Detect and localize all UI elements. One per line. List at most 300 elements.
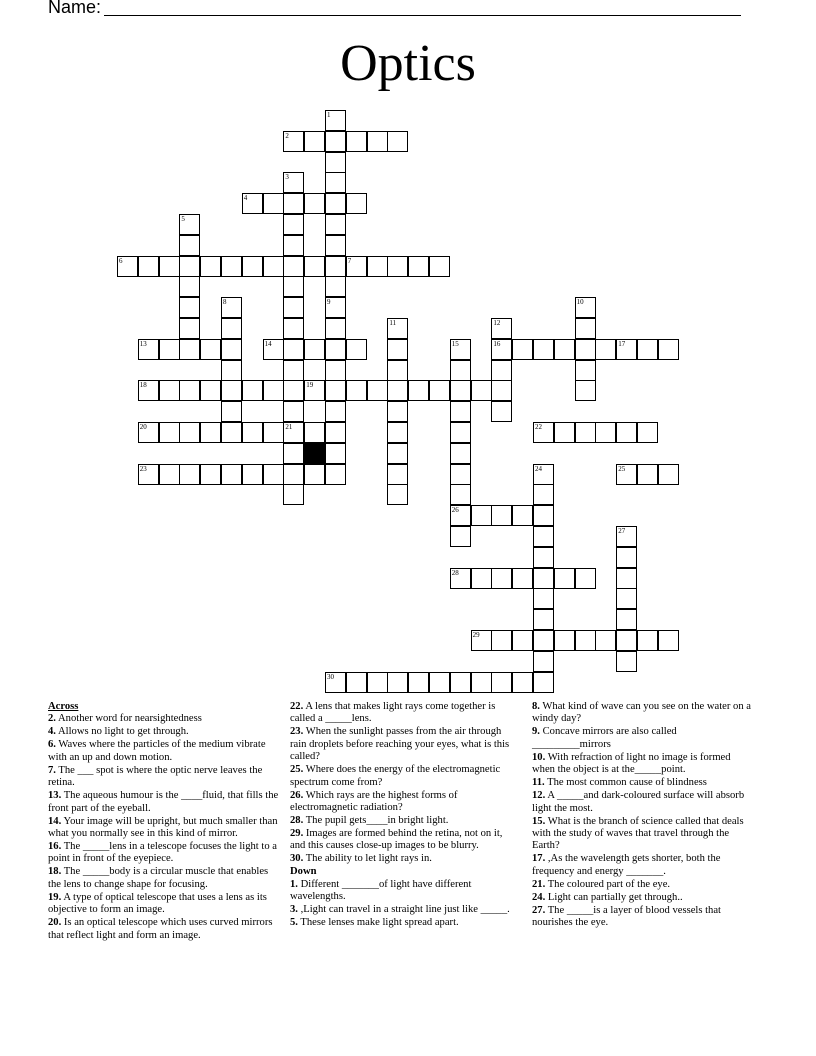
grid-cell[interactable] — [387, 131, 408, 152]
grid-cell[interactable] — [221, 464, 242, 485]
grid-cell[interactable] — [387, 464, 408, 485]
clues-column-2 — [290, 701, 515, 930]
grid-cell[interactable] — [325, 152, 346, 173]
cell-number: 17 — [618, 339, 626, 348]
grid-cell[interactable] — [658, 464, 679, 485]
grid-cell[interactable] — [533, 630, 554, 651]
clue-number: 18. — [48, 866, 62, 878]
grid-cell[interactable] — [283, 464, 304, 485]
clue-19 — [48, 892, 280, 917]
grid-cell[interactable] — [325, 297, 346, 318]
grid-cell[interactable] — [159, 380, 180, 401]
grid-cell[interactable] — [221, 422, 242, 443]
grid-cell[interactable] — [533, 484, 554, 505]
grid-cell[interactable] — [325, 464, 346, 485]
clue-number: 19. — [48, 891, 62, 903]
clue-number: 4. — [48, 726, 56, 738]
grid-cell[interactable] — [283, 401, 304, 422]
clue-number: 2. — [48, 713, 56, 725]
grid-cell[interactable] — [221, 318, 242, 339]
cell-number: 16 — [493, 339, 501, 348]
clue-text: Is an optical telescope which uses curved mirrors that reflect light and form an image. — [48, 917, 273, 941]
grid-cell[interactable] — [283, 172, 304, 193]
grid-cell[interactable] — [179, 380, 200, 401]
grid-cell[interactable] — [616, 422, 637, 443]
grid-cell[interactable] — [471, 505, 492, 526]
clue-21 — [532, 879, 754, 891]
name-label: Name: — [48, 0, 102, 17]
cell-number: 25 — [618, 464, 626, 473]
grid-cell[interactable] — [491, 505, 512, 526]
clue-number: 9. — [532, 726, 540, 738]
clue-text: The _____is a layer of blood vessels that nourishes the eye. — [532, 904, 721, 929]
grid-cell[interactable] — [408, 380, 429, 401]
grid-cell[interactable] — [346, 256, 367, 277]
clue-number: 10. — [532, 751, 546, 763]
grid-cell[interactable] — [387, 401, 408, 422]
grid-cell[interactable] — [616, 547, 637, 568]
grid-cell[interactable] — [346, 380, 367, 401]
grid-cell[interactable] — [616, 339, 637, 360]
grid-cell[interactable] — [325, 318, 346, 339]
grid-cell[interactable] — [179, 256, 200, 277]
grid-cell[interactable] — [325, 193, 346, 214]
grid-cell[interactable] — [179, 214, 200, 235]
grid-cell[interactable] — [512, 505, 533, 526]
clue-5 — [290, 917, 515, 929]
grid-cell[interactable] — [491, 318, 512, 339]
clue-4 — [48, 726, 280, 738]
grid-cell[interactable] — [283, 339, 304, 360]
grid-cell[interactable] — [575, 422, 596, 443]
grid-cell[interactable] — [346, 339, 367, 360]
clue-text: Another word for nearsightedness — [55, 713, 202, 725]
grid-cell[interactable] — [325, 235, 346, 256]
grid-cell[interactable] — [304, 422, 325, 443]
clue-2 — [48, 713, 280, 725]
grid-cell[interactable] — [616, 651, 637, 672]
clue-number: 23. — [290, 726, 304, 738]
grid-cell[interactable] — [283, 256, 304, 277]
clue-11 — [532, 777, 754, 789]
grid-cell[interactable] — [637, 630, 658, 651]
grid-cell[interactable] — [408, 256, 429, 277]
grid-cell[interactable] — [429, 380, 450, 401]
grid-cell[interactable] — [367, 380, 388, 401]
grid-cell[interactable] — [512, 630, 533, 651]
grid-cell[interactable] — [616, 609, 637, 630]
grid-cell[interactable] — [491, 568, 512, 589]
grid-cell[interactable] — [450, 672, 471, 693]
grid-cell[interactable] — [346, 193, 367, 214]
clue-number: 29. — [290, 828, 304, 840]
clue-text: A type of optical telescope that uses a lens as its objective to form an image. — [48, 891, 267, 916]
grid-cell[interactable] — [637, 422, 658, 443]
grid-cell[interactable] — [533, 526, 554, 547]
grid-cell[interactable] — [387, 339, 408, 360]
grid-cell[interactable] — [325, 422, 346, 443]
grid-cell[interactable] — [408, 672, 429, 693]
clue-6 — [48, 739, 280, 764]
grid-cell[interactable] — [387, 672, 408, 693]
cell-number: 2 — [285, 131, 289, 140]
across-heading: Across — [48, 701, 79, 712]
clue-text: Your image will be upright, but much smaller than what you normally see in this kind of mirror. — [48, 815, 278, 840]
clue-text: A lens that makes light rays come together is called a _____lens. — [290, 701, 496, 725]
grid-cell[interactable] — [200, 256, 221, 277]
grid-cell[interactable] — [159, 464, 180, 485]
grid-cell[interactable] — [242, 464, 263, 485]
clue-number: 15. — [532, 815, 546, 827]
grid-cell[interactable] — [595, 339, 616, 360]
clue-text: ,As the wavelength gets shorter, both the frequency and energy _______. — [532, 853, 721, 877]
grid-cell[interactable] — [221, 297, 242, 318]
grid-cell[interactable] — [283, 443, 304, 464]
grid-cell[interactable] — [637, 339, 658, 360]
cell-number: 1 — [327, 111, 331, 119]
cell-number: 10 — [576, 298, 584, 307]
grid-cell[interactable] — [616, 588, 637, 609]
grid-cell[interactable] — [325, 256, 346, 277]
grid-cell[interactable] — [263, 380, 284, 401]
cell-number: 9 — [327, 298, 331, 307]
clue-text: Different _______of light have different wavelengths. — [290, 878, 472, 903]
cell-number: 30 — [327, 672, 334, 681]
clue-number: 28. — [290, 815, 304, 827]
clue-18 — [48, 866, 280, 891]
clue-number: 5. — [290, 917, 298, 929]
cell-number: 14 — [264, 339, 272, 348]
cell-number: 27 — [618, 527, 626, 535]
grid-cell[interactable] — [283, 276, 304, 297]
grid-cell[interactable] — [263, 422, 284, 443]
grid-cell[interactable] — [200, 339, 221, 360]
down-heading: Down — [290, 866, 317, 878]
grid-cell[interactable] — [533, 609, 554, 630]
grid-cell[interactable] — [325, 276, 346, 297]
clue-3 — [290, 904, 515, 916]
grid-cell[interactable] — [450, 339, 471, 360]
clue-number: 7. — [48, 764, 56, 776]
grid-cell[interactable] — [325, 672, 346, 693]
grid-cell[interactable] — [658, 339, 679, 360]
grid-cell[interactable] — [242, 256, 263, 277]
clue-text: The pupil gets____in bright light. — [303, 815, 449, 827]
clues-column-3 — [532, 701, 754, 930]
clue-24 — [532, 892, 754, 904]
grid-cell[interactable] — [575, 630, 596, 651]
grid-cell[interactable] — [512, 672, 533, 693]
grid-cell[interactable] — [450, 484, 471, 505]
cell-number: 3 — [285, 173, 289, 182]
grid-cell[interactable] — [575, 297, 596, 318]
grid-cell[interactable] — [595, 630, 616, 651]
grid-cell[interactable] — [616, 464, 637, 485]
clue-12 — [532, 790, 754, 815]
clue-30 — [290, 853, 515, 865]
grid-cell[interactable] — [242, 380, 263, 401]
clue-text: The aqueous humour is the ____fluid, that fills the front part of the eyeball. — [48, 790, 279, 814]
black-square — [304, 443, 325, 464]
grid-cell[interactable] — [138, 339, 159, 360]
grid-cell[interactable] — [658, 630, 679, 651]
clue-text: These lenses make light spread apart. — [297, 917, 459, 929]
cell-number: 20 — [139, 423, 147, 431]
cell-number: 12 — [493, 319, 501, 327]
clue-number: 20. — [48, 917, 62, 929]
clue-text: A _____and dark-coloured surface will absorb light the most. — [532, 790, 745, 814]
grid-cell[interactable] — [575, 380, 596, 401]
grid-cell[interactable] — [429, 256, 450, 277]
clue-7 — [48, 765, 280, 790]
grid-cell[interactable] — [283, 193, 304, 214]
clue-number: 16. — [48, 841, 62, 853]
grid-cell[interactable] — [221, 401, 242, 422]
grid-cell[interactable] — [450, 422, 471, 443]
grid-cell[interactable] — [346, 672, 367, 693]
clue-number: 30. — [290, 853, 304, 865]
grid-cell[interactable] — [429, 672, 450, 693]
grid-cell[interactable] — [283, 484, 304, 505]
grid-cell[interactable] — [616, 526, 637, 547]
cell-number: 19 — [306, 381, 314, 390]
grid-cell[interactable] — [575, 568, 596, 589]
grid-cell[interactable] — [138, 422, 159, 443]
grid-cell[interactable] — [533, 505, 554, 526]
clue-number: 24. — [532, 891, 546, 903]
grid-cell[interactable] — [283, 131, 304, 152]
grid-cell[interactable] — [450, 380, 471, 401]
grid-cell[interactable] — [387, 422, 408, 443]
clue-number: 6. — [48, 739, 56, 751]
grid-cell[interactable] — [554, 568, 575, 589]
cell-number: 22 — [535, 423, 542, 431]
grid-cell[interactable] — [346, 131, 367, 152]
grid-cell[interactable] — [450, 464, 471, 485]
grid-cell[interactable] — [387, 443, 408, 464]
page-title: Optics — [340, 35, 476, 92]
grid-cell[interactable] — [367, 256, 388, 277]
grid-cell[interactable] — [283, 235, 304, 256]
grid-cell[interactable] — [616, 568, 637, 589]
grid-cell[interactable] — [304, 464, 325, 485]
grid-cell[interactable] — [491, 401, 512, 422]
grid-cell[interactable] — [159, 339, 180, 360]
grid-cell[interactable] — [200, 464, 221, 485]
grid-cell[interactable] — [283, 380, 304, 401]
grid-cell[interactable] — [533, 651, 554, 672]
clue-number: 25. — [290, 764, 304, 776]
grid-cell[interactable] — [283, 422, 304, 443]
clue-text: The _____lens in a telescope focuses the light to a point in front of the eyepiece. — [48, 841, 277, 865]
grid-cell[interactable] — [450, 568, 471, 589]
cell-number: 7 — [347, 256, 352, 265]
grid-cell[interactable] — [179, 464, 200, 485]
grid-cell[interactable] — [325, 380, 346, 401]
grid-cell[interactable] — [179, 297, 200, 318]
clue-number: 22. — [290, 701, 304, 712]
cell-number: 6 — [119, 256, 123, 265]
clue-20 — [48, 917, 280, 942]
clue-text: The ability to let light rays in. — [303, 853, 432, 865]
grid-cell[interactable] — [117, 256, 138, 277]
grid-cell[interactable] — [159, 422, 180, 443]
grid-cell[interactable] — [263, 256, 284, 277]
cell-number: 13 — [139, 339, 147, 348]
grid-cell[interactable] — [325, 360, 346, 381]
grid-cell[interactable] — [325, 131, 346, 152]
clue-text: Waves where the particles of the medium vibrate with an up and down motion. — [48, 739, 266, 763]
grid-cell[interactable] — [491, 630, 512, 651]
grid-cell[interactable] — [283, 297, 304, 318]
grid-cell[interactable] — [200, 422, 221, 443]
grid-cell[interactable] — [325, 401, 346, 422]
grid-cell[interactable] — [575, 318, 596, 339]
grid-cell[interactable] — [450, 360, 471, 381]
grid-cell[interactable] — [179, 276, 200, 297]
grid-cell[interactable] — [138, 256, 159, 277]
grid-cell[interactable] — [179, 235, 200, 256]
clue-text: Images are formed behind the retina, not on it, and this causes close-up images to be blurry. — [290, 828, 503, 852]
grid-cell[interactable] — [575, 360, 596, 381]
grid-cell[interactable] — [325, 110, 346, 131]
grid-cell[interactable] — [179, 339, 200, 360]
grid-cell[interactable] — [554, 422, 575, 443]
grid-cell[interactable] — [637, 464, 658, 485]
grid-cell[interactable] — [304, 339, 325, 360]
grid-cell[interactable] — [533, 422, 554, 443]
grid-cell[interactable] — [533, 339, 554, 360]
grid-cell[interactable] — [242, 193, 263, 214]
clue-number: 11. — [532, 777, 545, 789]
grid-cell[interactable] — [512, 568, 533, 589]
clue-text: The most common cause of blindness — [544, 777, 707, 789]
grid-cell[interactable] — [304, 380, 325, 401]
grid-cell[interactable] — [304, 256, 325, 277]
grid-cell[interactable] — [533, 547, 554, 568]
clue-28 — [290, 815, 515, 827]
clue-number: 26. — [290, 789, 304, 801]
grid-cell[interactable] — [263, 193, 284, 214]
grid-cell[interactable] — [533, 568, 554, 589]
grid-cell[interactable] — [554, 630, 575, 651]
grid-cell[interactable] — [304, 193, 325, 214]
clue-25 — [290, 764, 515, 789]
grid-cell[interactable] — [242, 422, 263, 443]
grid-cell[interactable] — [138, 464, 159, 485]
clues-column-1 — [48, 701, 280, 943]
grid-cell[interactable] — [533, 464, 554, 485]
grid-cell[interactable] — [387, 256, 408, 277]
grid-cell[interactable] — [367, 131, 388, 152]
cell-number: 8 — [223, 298, 227, 307]
cell-number: 11 — [389, 319, 397, 327]
clue-16 — [48, 841, 280, 866]
clue-text: Where does the energy of the electromagnetic spectrum come from? — [290, 764, 501, 788]
grid-cell[interactable] — [387, 360, 408, 381]
cell-number: 15 — [451, 339, 459, 348]
grid-cell[interactable] — [491, 380, 512, 401]
grid-cell[interactable] — [200, 380, 221, 401]
grid-cell[interactable] — [450, 401, 471, 422]
grid-cell[interactable] — [325, 214, 346, 235]
clue-text: Light can partially get through.. — [545, 891, 683, 903]
grid-cell[interactable] — [575, 339, 596, 360]
grid-cell[interactable] — [138, 380, 159, 401]
clue-text: When the sunlight passes from the air through rain droplets before reaching your eyes, what is this called? — [290, 726, 510, 763]
grid-cell[interactable] — [471, 630, 492, 651]
grid-cell[interactable] — [283, 318, 304, 339]
clue-text: Allows no light to get through. — [55, 726, 189, 738]
grid-cell[interactable] — [387, 484, 408, 505]
clue-number: 1. — [290, 878, 298, 890]
clue-text: The _____body is a circular muscle that enables the lens to change shape for focusing. — [48, 866, 269, 890]
grid-cell[interactable] — [491, 672, 512, 693]
clue-22 — [290, 701, 515, 726]
grid-cell[interactable] — [533, 588, 554, 609]
clue-10 — [532, 752, 754, 777]
grid-cell[interactable] — [491, 360, 512, 381]
grid-cell[interactable] — [283, 214, 304, 235]
grid-cell[interactable] — [263, 464, 284, 485]
grid-cell[interactable] — [325, 443, 346, 464]
clue-26 — [290, 790, 515, 815]
cell-number: 26 — [451, 506, 459, 515]
clue-number: 17. — [532, 853, 546, 865]
clue-text: What kind of wave can you see on the water on a windy day? — [532, 701, 751, 725]
clue-15 — [532, 816, 754, 853]
clue-number: 14. — [48, 815, 62, 827]
grid-cell[interactable] — [512, 339, 533, 360]
grid-cell[interactable] — [450, 526, 471, 547]
clue-text: What is the branch of science called that deals with the study of waves that travel through the Earth? — [532, 815, 744, 852]
grid-cell[interactable] — [325, 339, 346, 360]
grid-cell[interactable] — [387, 380, 408, 401]
cell-number: 28 — [451, 568, 459, 577]
grid-cell[interactable] — [471, 568, 492, 589]
grid-cell[interactable] — [387, 318, 408, 339]
clue-14 — [48, 816, 280, 841]
grid-cell[interactable] — [491, 339, 512, 360]
grid-cell[interactable] — [471, 380, 492, 401]
grid-cell[interactable] — [221, 256, 242, 277]
grid-cell[interactable] — [325, 172, 346, 193]
grid-cell[interactable] — [450, 505, 471, 526]
grid-cell[interactable] — [471, 672, 492, 693]
grid-cell[interactable] — [304, 131, 325, 152]
grid-cell[interactable] — [263, 339, 284, 360]
clue-27 — [532, 905, 754, 930]
grid-cell[interactable] — [221, 339, 242, 360]
cell-number: 21 — [285, 423, 293, 431]
grid-cell[interactable] — [616, 630, 637, 651]
grid-cell[interactable] — [533, 672, 554, 693]
grid-cell[interactable] — [450, 443, 471, 464]
grid-cell[interactable] — [283, 360, 304, 381]
grid-cell[interactable] — [221, 380, 242, 401]
cell-number: 29 — [472, 631, 480, 639]
grid-cell[interactable] — [179, 318, 200, 339]
grid-cell[interactable] — [159, 256, 180, 277]
clue-number: 3. — [290, 904, 298, 916]
grid-cell[interactable] — [179, 422, 200, 443]
grid-cell[interactable] — [595, 422, 616, 443]
clue-23 — [290, 726, 515, 763]
grid-cell[interactable] — [221, 360, 242, 381]
grid-cell[interactable] — [554, 339, 575, 360]
clue-number: 12. — [532, 790, 546, 802]
grid-cell[interactable] — [367, 672, 388, 693]
